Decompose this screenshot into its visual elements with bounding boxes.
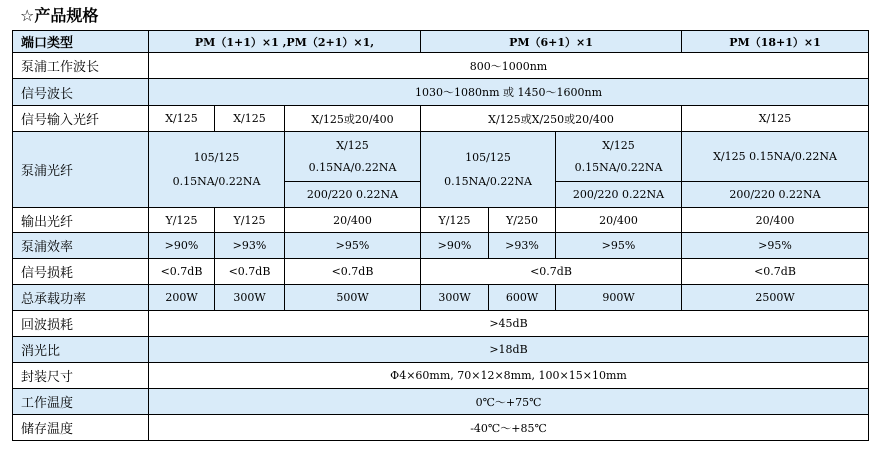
pump-fiber-2-line2: 0.15NA/0.22NA	[308, 160, 397, 174]
row-return-loss	[13, 311, 869, 337]
label-return-loss: 回波损耗	[13, 311, 149, 337]
row-package-size	[13, 363, 869, 389]
cell-signal-input-1: X/125	[149, 106, 215, 132]
label-port-type: 端口类型	[13, 31, 149, 53]
pump-fiber-1-line1: 105/125	[193, 150, 240, 164]
pump-fiber-2-line1: X/125	[336, 138, 369, 152]
cell-power-5: 600W	[489, 285, 556, 311]
section-title: ☆产品规格	[20, 6, 99, 25]
cell-pump-fiber-5-bottom: 200/220 0.22NA	[682, 182, 869, 208]
row-storage-temp	[13, 415, 869, 441]
cell-efficiency-4: >90%	[421, 233, 489, 259]
cell-power-2: 300W	[215, 285, 285, 311]
label-output-fiber: 输出光纤	[13, 208, 149, 233]
label-pump-wavelength: 泵浦工作波长	[13, 53, 149, 79]
cell-output-3: 20/400	[285, 208, 421, 233]
row-extinction-ratio	[13, 337, 869, 363]
cell-output-2: Y/125	[215, 208, 285, 233]
cell-efficiency-2: >93%	[215, 233, 285, 259]
label-signal-input-fiber: 信号输入光纤	[13, 106, 149, 132]
cell-port-type-pm6: PM（6+1）×1	[421, 31, 682, 53]
cell-signal-input-2: X/125	[215, 106, 285, 132]
label-pump-fiber: 泵浦光纤	[13, 132, 149, 208]
cell-signal-input-3: X/125或20/400	[285, 106, 421, 132]
cell-pump-fiber-3	[421, 132, 556, 208]
row-port-type	[13, 31, 869, 53]
cell-pump-fiber-2-top	[285, 132, 421, 182]
label-storage-temp: 储存温度	[13, 415, 149, 441]
cell-port-type-pm18: PM（18+1）×1	[682, 31, 869, 53]
label-signal-loss: 信号损耗	[13, 259, 149, 285]
cell-pump-fiber-4-bottom: 200/220 0.22NA	[556, 182, 682, 208]
label-pump-efficiency: 泵浦效率	[13, 233, 149, 259]
label-extinction-ratio: 消光比	[13, 337, 149, 363]
row-pump-efficiency	[13, 233, 869, 259]
cell-package-size: Φ4×60mm, 70×12×8mm, 100×15×10mm	[149, 363, 869, 389]
row-signal-input-fiber	[13, 106, 869, 132]
cell-work-temp: 0℃～+75℃	[149, 389, 869, 415]
cell-pump-fiber-1	[149, 132, 285, 208]
pump-fiber-3-line2: 0.15NA/0.22NA	[444, 174, 532, 188]
pump-fiber-4-line2: 0.15NA/0.22NA	[574, 160, 663, 174]
cell-signal-input-4: X/125或X/250或20/400	[421, 106, 682, 132]
cell-output-5: Y/250	[489, 208, 556, 233]
cell-efficiency-6: >95%	[556, 233, 682, 259]
cell-signal-input-5: X/125	[682, 106, 869, 132]
cell-output-6: 20/400	[556, 208, 682, 233]
cell-loss-1: <0.7dB	[149, 259, 215, 285]
row-signal-wavelength	[13, 79, 869, 106]
cell-power-7: 2500W	[682, 285, 869, 311]
cell-pump-fiber-4-top	[556, 132, 682, 182]
cell-efficiency-7: >95%	[682, 233, 869, 259]
cell-efficiency-3: >95%	[285, 233, 421, 259]
cell-loss-2: <0.7dB	[215, 259, 285, 285]
cell-signal-wavelength: 1030～1080nm 或 1450～1600nm	[149, 79, 869, 106]
pump-fiber-4-line1: X/125	[602, 138, 635, 152]
cell-power-6: 900W	[556, 285, 682, 311]
pump-fiber-3-line1: 105/125	[465, 150, 511, 164]
cell-pump-fiber-2-bottom: 200/220 0.22NA	[285, 182, 421, 208]
label-total-power: 总承载功率	[13, 285, 149, 311]
pump-fiber-1-line2: 0.15NA/0.22NA	[172, 174, 261, 188]
row-total-power	[13, 285, 869, 311]
cell-loss-3: <0.7dB	[285, 259, 421, 285]
cell-loss-5: <0.7dB	[682, 259, 869, 285]
cell-power-3: 500W	[285, 285, 421, 311]
row-output-fiber	[13, 208, 869, 233]
row-pump-wavelength	[13, 53, 869, 79]
cell-extinction-ratio: >18dB	[149, 337, 869, 363]
row-signal-loss	[13, 259, 869, 285]
cell-output-7: 20/400	[682, 208, 869, 233]
cell-return-loss: >45dB	[149, 311, 869, 337]
label-work-temp: 工作温度	[13, 389, 149, 415]
cell-efficiency-1: >90%	[149, 233, 215, 259]
row-work-temp	[13, 389, 869, 415]
cell-pump-fiber-5-top: X/125 0.15NA/0.22NA	[682, 132, 869, 182]
cell-power-1: 200W	[149, 285, 215, 311]
cell-pump-wavelength: 800～1000nm	[149, 53, 869, 79]
cell-output-1: Y/125	[149, 208, 215, 233]
spec-table	[12, 30, 869, 441]
label-signal-wavelength: 信号波长	[13, 79, 149, 106]
cell-output-4: Y/125	[421, 208, 489, 233]
cell-loss-4: <0.7dB	[421, 259, 682, 285]
cell-power-4: 300W	[421, 285, 489, 311]
label-package-size: 封装尺寸	[13, 363, 149, 389]
cell-storage-temp: -40℃～+85℃	[149, 415, 869, 441]
cell-port-type-pm1: PM（1+1）×1 ,PM（2+1）×1,	[149, 31, 421, 53]
row-pump-fiber-top	[13, 132, 869, 182]
cell-efficiency-5: >93%	[489, 233, 556, 259]
